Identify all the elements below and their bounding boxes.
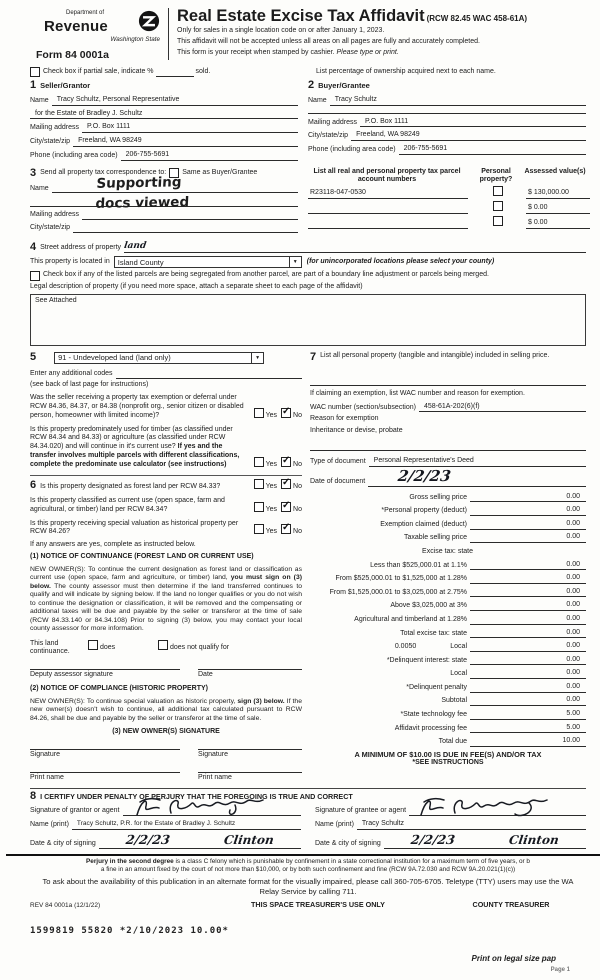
forest-yes-checkbox[interactable] (254, 479, 264, 489)
title-rcw-reference: (RCW 82.45 WAC 458-61A) (426, 14, 528, 23)
assessed-value-field[interactable]: $ 0.00 (526, 204, 590, 214)
tax-row-value[interactable]: 0.00 (532, 601, 586, 611)
tax-row-label: From $525,000.01 to $1,525,000 at 1.28% (335, 575, 467, 583)
correspondence-mailing-field[interactable] (82, 219, 298, 220)
buyer-city-label: City/state/zip (308, 132, 349, 140)
tax-row-value[interactable]: 0.00 (532, 588, 586, 598)
if-any-yes-note: If any answers are yes, complete as instructed below. (30, 541, 196, 549)
document-date-label: Date of document (310, 477, 366, 485)
section-6-number: 6 (30, 479, 37, 492)
exemption-question: Was the seller receiving a property tax exemption or deferral under RCW 84.36, 84.37, or 84.38 (nonprofit org., senior citizen or disabled person, homeowner with limited income)? (30, 394, 244, 419)
header-instruction-3: This form is your receipt when stamped by cashier. Please type or print. (177, 48, 399, 56)
ownership-percentage-note: List percentage of ownership acquired next to each name. (316, 68, 496, 76)
buyer-name-label: Name (308, 96, 327, 104)
additional-codes-label: Enter any additional codes (30, 369, 113, 377)
tax-row-label: Affidavit processing fee (394, 724, 467, 732)
wac-number-field[interactable]: 458-61A-202(6)(f) (419, 403, 586, 413)
tax-row-value[interactable]: 0.00 (532, 520, 586, 530)
tax-row-label: Total due (438, 738, 467, 746)
seller-name-field-2[interactable]: for the Estate of Bradley J. Schultz (30, 110, 298, 120)
grantee-date-field[interactable]: 2/2/23 Clinton (384, 832, 586, 849)
tax-row-label: Subtotal (441, 697, 467, 705)
tax-row-value[interactable]: 0.00 (532, 656, 586, 666)
segregated-label: Check box if any of the listed parcels are being segregated from another parcel, are part of a boundary line adjustment or parcels being merged. (43, 271, 489, 279)
county-note: (for unincorporated locations please select your county) (306, 257, 495, 265)
alternate-format-notice: To ask about the availability of this publication in an alternate format for the visually impaired, please call 360-705-6705. Teletype (TTY) users may use the WA Relay Service by calling 711. (42, 877, 574, 896)
tax-row-label: Total excise tax: state (400, 629, 467, 637)
grantee-date-label: Date & city of signing (315, 839, 381, 847)
seller-mailing-label: Mailing address (30, 124, 80, 132)
section-4-number: 4 (30, 241, 37, 254)
tax-row-value[interactable]: 0.00 (532, 574, 586, 584)
grantor-signature-block (30, 803, 315, 849)
grantor-print-name-field[interactable]: Tracy Schultz, P.R. for the Estate of Bradley J. Schultz (72, 820, 301, 830)
same-as-buyer-label: Same as Buyer/Grantee (182, 168, 258, 176)
grantor-date-field[interactable]: 2/2/23 Clinton (99, 832, 301, 849)
new-owner-print-name-2[interactable]: Print name (198, 772, 302, 783)
section-seller (30, 80, 308, 161)
grantee-signature-label: Signature of grantee or agent (315, 807, 407, 815)
tax-row-label: *Delinquent penalty (406, 683, 467, 691)
tax-row-label: *State technology fee (400, 711, 467, 719)
timber-question: Is this property predominately used for timber (as classified under RCW 84.34 and 84.33) or agriculture (as classified under RCW 84.34.020) and will continue in it's current use? If yes and the transfer involves multiple parcels with different classifications, complete the predominate use calculator (see instructions) (30, 425, 240, 468)
correspondence-city-label: City/state/zip (30, 224, 71, 232)
section-3-number: 3 (30, 166, 37, 179)
rev-form-number: REV 84 0001a (12/1/22) (30, 902, 101, 910)
tax-row-label: *Delinquent interest: state (386, 656, 467, 664)
partial-sale-sold-label: sold. (195, 68, 211, 76)
certify-statement: I CERTIFY UNDER PENALTY OF PERJURY THAT THE FOREGOING IS TRUE AND CORRECT (40, 792, 353, 802)
forest-land-question: Is this property designated as forest land per RCW 84.33? (40, 483, 221, 491)
assessed-value-field[interactable]: $ 130,000.00 (526, 189, 590, 199)
historic-yes-checkbox[interactable] (254, 524, 264, 534)
form-header (30, 6, 586, 62)
tax-row-value[interactable]: 0.00 (532, 615, 586, 625)
street-address-label: Street address of property (40, 244, 122, 252)
parcel-number-field[interactable] (308, 213, 468, 214)
tax-row-value[interactable]: 0.00 (532, 696, 586, 706)
partial-sale-percent-field[interactable] (156, 76, 194, 77)
partial-sale-label: Check box if partial sale, indicate % (43, 68, 154, 76)
header-divider (168, 8, 169, 60)
tax-row-value[interactable]: 0.00 (532, 506, 586, 516)
notice-compliance-body: NEW OWNER(S): To continue special valuation as historic property, sign (3) below. If the new owner(s) doesn't wish to continue, all additional tax calculated pursuant to RCW 84.26, shall be due and payable by the seller or transferor at the time of sale. (30, 697, 302, 722)
document-type-label: Type of document (310, 457, 366, 465)
tax-row-label: Exemption claimed (deduct) (380, 520, 467, 528)
section-1-number: 1 (30, 79, 37, 92)
section-5-number: 5 (30, 351, 37, 364)
section-property (30, 241, 586, 346)
header-instruction-1: Only for sales in a single location code on or after January 1, 2023. (177, 27, 385, 35)
agency-small-text: Department of (66, 10, 105, 16)
parcel-number-field[interactable] (308, 228, 468, 229)
parcel-row (308, 214, 590, 229)
grantor-print-name-label: Name (print) (30, 820, 69, 828)
tax-row-value[interactable]: 10.00 (532, 737, 586, 747)
section-certification (30, 788, 586, 848)
land-use-code-select[interactable]: 91 - Undeveloped land (land only) ▼ (54, 352, 264, 364)
grantor-date-label: Date & city of signing (30, 839, 96, 847)
does-qualify-checkbox[interactable] (88, 640, 98, 650)
excise-tax-state-header: Excise tax: state (422, 547, 473, 555)
cashier-stamp: 1599819 55820 *2/10/2023 10.00* (30, 926, 229, 937)
this-land-label: This land continuance. (30, 639, 70, 656)
legal-description-label: Legal description of property (if you need more space, attach a separate sheet to each page of the affidavit) (30, 283, 363, 291)
parcel-col-header: List all real and personal property tax parcel account numbers (313, 167, 461, 183)
assessed-value-field[interactable]: $ 0.00 (526, 219, 590, 229)
grantor-signature-label: Signature of grantor or agent (30, 807, 120, 815)
buyer-phone-field[interactable]: 206-755-5691 (399, 145, 586, 155)
local-rate-value: 0.0050 (394, 643, 417, 651)
additional-codes-field[interactable] (116, 378, 303, 379)
tax-row-label: Local (450, 643, 467, 651)
seller-city-field[interactable]: Freeland, WA 98249 (73, 137, 298, 147)
buyer-mailing-label: Mailing address (308, 118, 358, 126)
legal-description-field[interactable]: See Attached (30, 294, 586, 346)
grantee-signature-field[interactable] (409, 815, 586, 816)
seller-phone-field[interactable]: 206-755-5691 (121, 151, 298, 161)
minimum-fee-note: A MINIMUM OF $10.00 IS DUE IN FEE(S) AND/OR TAX (354, 750, 542, 760)
tax-row-label: Agricultural and timberland at 1.28% (354, 615, 467, 623)
segregated-checkbox[interactable] (30, 271, 40, 281)
seller-mailing-field[interactable]: P.O. Box 1111 (82, 123, 298, 133)
does-not-label: does not qualify for (169, 643, 230, 651)
dor-logo (30, 10, 162, 44)
tax-row-label: Taxable selling price (403, 534, 467, 542)
parcel-row (308, 199, 590, 214)
reason-for-exemption-label: Reason for exemption (310, 415, 379, 423)
tax-row-value[interactable]: 0.00 (532, 629, 586, 639)
section-2-number: 2 (308, 79, 315, 92)
current-use-question: Is this property classified as current use (open space, farm and agricultural, or timber) land per RCW 84.34? (30, 497, 225, 513)
personal-property-checkbox-1[interactable] (493, 186, 503, 196)
reason-for-exemption-value[interactable]: Inheritance or devise, probate (310, 427, 403, 435)
header-instruction-2: This affidavit will not be accepted unless all areas on all pages are fully and accurately completed. (177, 38, 480, 46)
street-address-field[interactable]: land (124, 241, 586, 253)
exemption-no-checkbox[interactable] (281, 408, 291, 418)
wac-number-label: WAC number (section/subsection) (310, 403, 416, 411)
personal-property-list-field[interactable] (310, 385, 586, 386)
county-select[interactable]: Island County ▼ (114, 256, 302, 268)
grantor-signature-field[interactable] (123, 815, 301, 816)
grantor-signature (131, 795, 271, 819)
document-type-field[interactable]: Personal Representative's Deed (369, 457, 586, 467)
buyer-heading: Buyer/Grantee (318, 81, 370, 91)
personal-property-heading: List all personal property (tangible and intangible) included in selling price. (320, 351, 550, 359)
historic-no-checkbox[interactable] (281, 524, 291, 534)
forest-no-checkbox[interactable] (281, 479, 291, 489)
form-number: Form 84 0001a (36, 49, 109, 62)
personal-property-checkbox-3[interactable] (493, 216, 503, 226)
historic-question: Is this property receiving special valuation as historical property per RCW 84.26? (30, 519, 239, 536)
tax-table (310, 489, 586, 747)
exemption-note: If claiming an exemption, list WAC number and reason for exemption. (310, 389, 525, 397)
does-label: does (99, 643, 116, 651)
tax-row-value[interactable]: 5.00 (532, 724, 586, 734)
agency-subtitle: Washington State (110, 36, 160, 44)
parcel-row (308, 184, 590, 199)
buyer-name-field[interactable]: Tracy Schultz (330, 96, 586, 106)
see-back-note: (see back of last page for instructions) (30, 380, 149, 388)
notice-continuance-title: (1) NOTICE OF CONTINUANCE (FOREST LAND OR CURRENT USE) (30, 552, 254, 560)
tax-row-value[interactable]: 0.00 (532, 561, 586, 571)
page-number: Page 1 (550, 966, 570, 973)
tax-row-value[interactable]: 0.00 (532, 642, 586, 652)
tax-row-value[interactable]: 5.00 (532, 710, 586, 720)
parcel-table (308, 168, 590, 233)
document-date-field[interactable]: 2/2/23 (368, 467, 586, 487)
new-owner-print-name-1[interactable]: Print name (30, 772, 180, 783)
tax-row-label: Above $3,025,000 at 3% (390, 602, 467, 610)
timber-no-checkbox[interactable] (281, 457, 291, 467)
new-owner-signature-line-1[interactable]: Signature (30, 749, 180, 760)
section-land-use: 5 91 - Undeveloped land (land only) ▼ Enter any additional codes (see back of last page for instructions) Was the seller receiving a property tax exemption or deferral under RCW 84.36, 84.37, or 84.38 (nonprofit org., senior citizen or disabled person, homeowner with limited income)? Yes ✓ No Is this property predominately used for timber (as classified under RCW 84.34 and 84.33) or agriculture (as classified under RCW 84.34.020) and will continue in it's current use? If yes and the transfer involves multiple parcels with different classifications, complete the predominate use calculator (see instructions) Yes ✓ No 6 Is this property designated as forest land per RCW 84.33? Yes ✓ No Is this property classified as current use (open space, farm and agricultural, or timber) land per RCW 84.34? Yes ✓ No Is this property receiving special valuation as historical property per RCW 84.26? Yes ✓ No If any answers are yes, complete as instructed below. (1) NOTICE OF CONTINUANCE (FOREST LAND OR CURRENT USE) NEW OWNER(S): To continue the current designation as forest land or classification as current use (open space, farm and agriculture, or timber) land, you must sign on (3) below. The county assessor must then determine if the land transferred continues to qualify and will indicate by signing below. If the land no longer qualifies or you do not wish to continue the designation or classification, it will be removed and the compensating or additional taxes will be due and payable by the seller or transferor at the time of sale (RCW 84.33.140 or 84.34.108) Prior to signing (3) below, you may contact your local county assessor for more information. This land continuance. does does not qualify for Deputy assessor signature Date (2) NOTICE OF COMPLIANCE (HISTORIC PROPERTY) NEW OWNER(S): To continue special valuation as historic property, sign (3) below. If the new owner(s) doesn't wish to continue, all additional tax calculated pursuant to RCW 84.26, shall be due and payable by the seller or transferor at the time of sale. (3) NEW OWNER(S) SIGNATURE Signature Signature Print name Print name (30, 352, 310, 782)
grantee-print-name-label: Name (print) (315, 820, 354, 828)
section-tax-computation (310, 352, 586, 782)
tax-row-label: Gross selling price (409, 493, 467, 501)
exemption-divider-line (310, 450, 586, 451)
timber-yes-checkbox[interactable] (254, 457, 264, 467)
deputy-assessor-signature-line[interactable]: Deputy assessor signature (30, 669, 180, 680)
buyer-city-field[interactable]: Freeland, WA 98249 (351, 131, 586, 141)
section-buyer (308, 80, 586, 161)
tax-row-label: Less than $525,000.01 at 1.1% (370, 561, 467, 569)
new-owner-signature-title: (3) NEW OWNER(S) SIGNATURE (112, 728, 220, 736)
seller-phone-label: Phone (including area code) (30, 151, 118, 159)
exemption-yes-checkbox[interactable] (254, 408, 264, 418)
tax-row-value[interactable]: 0.00 (532, 683, 586, 693)
section-correspondence (30, 168, 308, 233)
treasurer-use-label: THIS SPACE TREASURER'S USE ONLY (251, 900, 385, 910)
correspondence-name-label: Name (30, 184, 49, 192)
tax-row-value[interactable]: 0.00 (532, 669, 586, 679)
tax-row-value[interactable]: 0.00 (532, 493, 586, 503)
print-legal-size-note: Print on legal size pap (471, 954, 556, 963)
seller-name-label: Name (30, 96, 49, 104)
county-treasurer-label: COUNTY TREASURER (472, 900, 550, 910)
located-in-label: This property is located in (30, 257, 110, 265)
deputy-date-line[interactable]: Date (198, 669, 302, 680)
seller-heading: Seller/Grantor (40, 81, 91, 91)
correspondence-city-field[interactable] (73, 232, 298, 233)
section-7-number: 7 (310, 350, 317, 363)
does-not-qualify-checkbox[interactable] (158, 640, 168, 650)
partial-sale-checkbox[interactable] (30, 67, 40, 77)
parcel-number-field[interactable]: R23118-047-0530 (308, 189, 468, 199)
assessed-value-col-header: Assessed value(s) (524, 167, 586, 175)
notice-compliance-title: (2) NOTICE OF COMPLIANCE (HISTORIC PROPERTY) (30, 684, 208, 692)
grantee-signature-block (315, 803, 586, 849)
personal-property-col-header: Personal property? (479, 167, 513, 183)
grantee-print-name-field[interactable]: Tracy Schultz (357, 820, 586, 830)
new-owner-signature-line-2[interactable]: Signature (198, 749, 302, 760)
section-8-number: 8 (30, 790, 37, 803)
buyer-phone-label: Phone (including area code) (308, 146, 396, 154)
tax-row-value[interactable]: 0.00 (532, 533, 586, 543)
tax-row-label: Local (450, 670, 467, 678)
seller-name-field[interactable]: Tracy Schultz, Personal Representative (52, 96, 298, 106)
buyer-mailing-field[interactable]: P.O. Box 1111 (360, 118, 586, 128)
handwritten-supporting-docs-note: Supporting docs viewed (95, 174, 190, 212)
perjury-notice: Perjury in the second degree is a class C felony which is punishable by confinement in a state correctional institution for a maximum term of five years, or b a fine in an amount fixed by the court of not more than $10,000, or by both such confinement and fine (RCW 9A.72.030 and RCW 9A.20.021(1)(c)) (6, 854, 600, 875)
seller-city-label: City/state/zip (30, 138, 71, 146)
see-instructions-note: *SEE INSTRUCTIONS (412, 759, 484, 767)
tax-row-label: From $1,525,000.01 to $3,025,000 at 2.75% (329, 588, 467, 596)
correspondence-heading: Send all property tax correspondence to: (40, 168, 167, 176)
current-use-yes-checkbox[interactable] (254, 502, 264, 512)
tax-row-label: *Personal property (deduct) (381, 507, 467, 515)
chevron-down-icon: ▼ (289, 257, 301, 267)
current-use-no-checkbox[interactable] (281, 502, 291, 512)
buyer-name-field-2[interactable] (308, 113, 586, 114)
notice-continuance-body: NEW OWNER(S): To continue the current designation as forest land or classification as current use (open space, farm and agriculture, or timber) land, you must sign on (3) below. The county assessor must then determine if the land transferred continues to qualify and will indicate by signing below. If the land no longer qualifies or you do not wish to continue the designation or classification, it will be removed and the compensating or additional taxes will be due and payable by the seller or transferor at the time of sale (RCW 84.33.140 or 84.34.108) Prior to signing (3) below, you may contact your local county assessor for more information. (30, 565, 302, 633)
grantee-signature (417, 795, 557, 819)
correspondence-mailing-label: Mailing address (30, 211, 80, 219)
personal-property-checkbox-2[interactable] (493, 201, 503, 211)
page-title: Real Estate Excise Tax Affidavit (177, 7, 425, 25)
agency-name: Revenue (44, 17, 108, 35)
dor-logo-icon (138, 10, 160, 36)
chevron-down-icon: ▼ (251, 353, 263, 363)
